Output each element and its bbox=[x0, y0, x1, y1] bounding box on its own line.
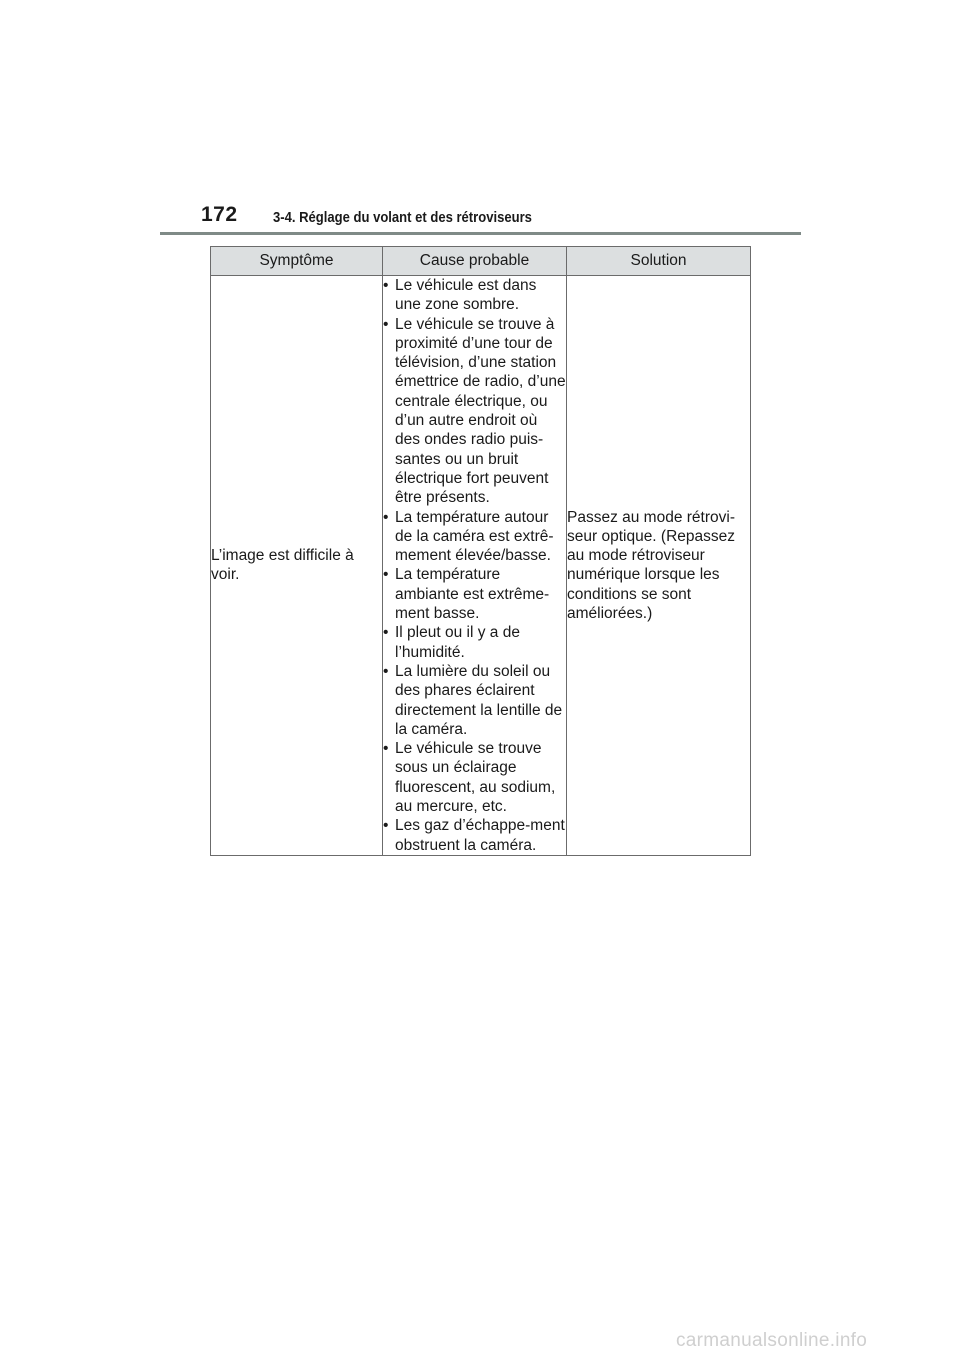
cause-item: • La lumière du soleil ou des phares éclairent directement la lentille de la caméra. bbox=[383, 662, 566, 739]
table-row bbox=[211, 276, 751, 856]
cause-item: • Le véhicule est dans une zone sombre. bbox=[383, 276, 566, 315]
cause-item: • Le véhicule se trouve à proximité d’une tour de télévision, d’une station émettrice de radio, d’une centrale électrique, ou d’un autre endroit où des ondes radio puis-santes ou un bruit électrique fort peuvent être présents. bbox=[383, 315, 566, 508]
cause-item: • Les gaz d’échappe-ment obstruent la caméra. bbox=[383, 816, 566, 855]
watermark: carmanualsonline.info bbox=[676, 1330, 868, 1351]
troubleshooting-table bbox=[210, 246, 751, 856]
column-header-symptom: Symptôme bbox=[211, 247, 383, 276]
cause-item: • Il pleut ou il y a de l’humidité. bbox=[383, 623, 566, 662]
cause-item: • La température ambiante est extrême-ment basse. bbox=[383, 565, 566, 623]
symptom-cell: L’image est difficile à voir. bbox=[211, 276, 383, 856]
cause-item: • Le véhicule se trouve sous un éclairage fluorescent, au sodium, au mercure, etc. bbox=[383, 739, 566, 816]
header-rule bbox=[160, 232, 801, 235]
cause-cell bbox=[383, 276, 567, 856]
column-header-cause: Cause probable bbox=[383, 247, 567, 276]
section-title: 3-4. Réglage du volant et des rétroviseurs bbox=[273, 210, 532, 226]
page-number: 172 bbox=[201, 203, 238, 226]
cause-item: • La température autour de la caméra est extrê-mement élevée/basse. bbox=[383, 508, 566, 566]
column-header-solution: Solution bbox=[567, 247, 751, 276]
page-header bbox=[160, 203, 801, 235]
table-header-row bbox=[211, 247, 751, 276]
solution-cell: Passez au mode rétrovi-seur optique. (Repassez au mode rétroviseur numérique lorsque les conditions se sont améliorées.) bbox=[567, 276, 751, 856]
cause-list bbox=[383, 276, 566, 855]
